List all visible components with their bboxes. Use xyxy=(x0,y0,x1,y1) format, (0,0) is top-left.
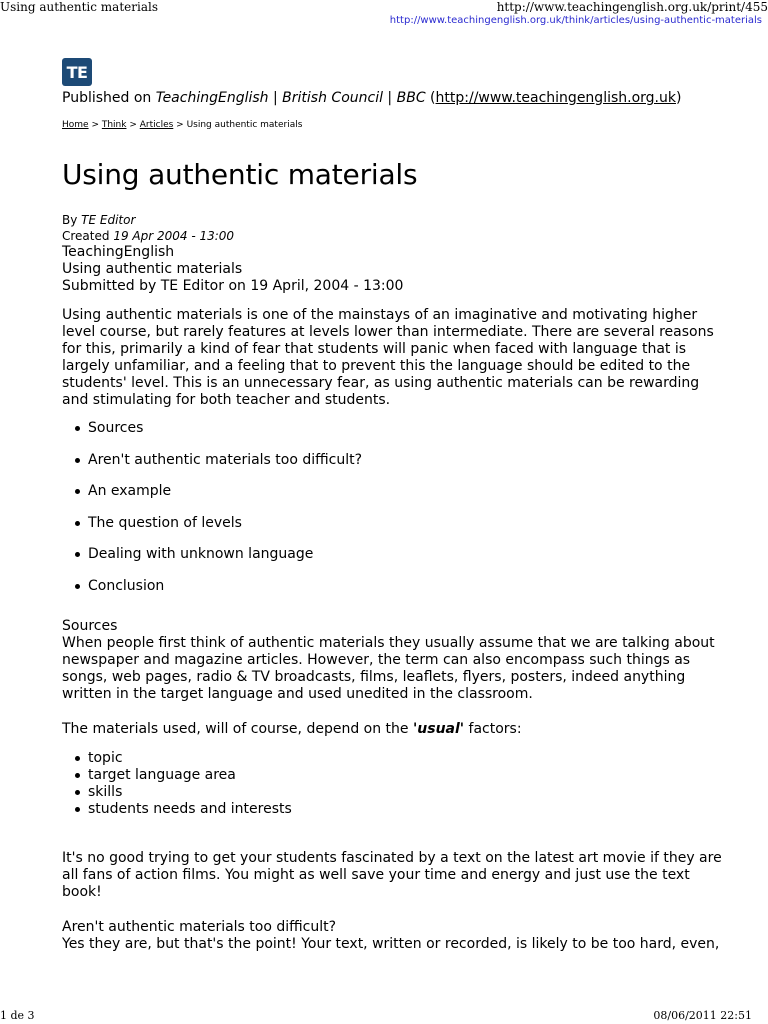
te-logo: TE xyxy=(62,58,92,86)
page-title: Using authentic materials xyxy=(62,158,418,191)
breadcrumb xyxy=(62,120,722,131)
factors-emphasis: 'usual' xyxy=(412,720,465,737)
factors-prefix: The materials used, will of course, depend on the xyxy=(62,720,413,737)
toc-item[interactable]: Dealing with unknown language xyxy=(88,546,722,563)
breadcrumb-sep: > xyxy=(88,120,102,130)
difficult-heading: Aren't authentic materials too difficult? xyxy=(62,918,337,935)
factors-intro xyxy=(62,721,722,738)
meta-author-line xyxy=(62,212,722,228)
article-url[interactable]: http://www.teachingenglish.org.uk/think/articles/using-authentic-materials xyxy=(389,15,762,26)
breadcrumb-think[interactable]: Think xyxy=(101,120,127,130)
published-org1: British Council xyxy=(282,90,383,106)
breadcrumb-home[interactable]: Home xyxy=(62,120,89,130)
sources-closing: It's no good trying to get your students fascinated by a text on the latest art movie if they are all fans of action films. You might as well save your time and energy and just use the text book! xyxy=(62,849,722,900)
print-header-url: http://www.teachingenglish.org.uk/print/455 xyxy=(496,0,768,14)
published-paren: ( xyxy=(425,90,436,106)
by-label: By xyxy=(62,213,82,227)
breadcrumb-current: Using authentic materials xyxy=(186,120,303,130)
factor-item: students needs and interests xyxy=(88,801,722,818)
table-of-contents xyxy=(62,420,722,595)
toc-item[interactable]: The question of levels xyxy=(88,515,722,532)
published-line xyxy=(62,90,722,107)
sources-paragraph: When people first think of authentic materials they usually assume that we are talking about newspaper and magazine articles. However, the term can also encompass such things as songs, web pages, radio & TV broadcasts, films, leaflets, flyers, posters, indeed anything written in the target language and used unedited in the classroom. xyxy=(62,634,715,702)
print-datetime: 08/06/2011 22:51 xyxy=(653,1009,752,1022)
intro-line: Submitted by TE Editor on 19 April, 2004 - 13:00 xyxy=(62,278,404,294)
breadcrumb-articles[interactable]: Articles xyxy=(139,120,174,130)
meta-author: TE Editor xyxy=(81,213,136,227)
factor-item: topic xyxy=(88,750,722,767)
toc-item[interactable]: Sources xyxy=(88,420,722,437)
page-number: 1 de 3 xyxy=(0,1009,35,1022)
published-link[interactable]: http://www.teachingenglish.org.uk xyxy=(435,90,676,106)
toc-item[interactable]: Conclusion xyxy=(88,578,722,595)
published-site: TeachingEnglish xyxy=(155,90,269,106)
published-paren: ) xyxy=(675,90,682,106)
intro-line: Using authentic materials xyxy=(62,261,243,277)
published-sep: | xyxy=(382,90,397,106)
toc-item[interactable]: Aren't authentic materials too difficult? xyxy=(88,452,722,469)
breadcrumb-sep: > xyxy=(173,120,187,130)
article-meta xyxy=(62,212,722,244)
article-content xyxy=(62,58,722,953)
sources-heading: Sources xyxy=(62,617,118,634)
factors-list xyxy=(62,750,722,818)
published-org2: BBC xyxy=(396,90,426,106)
intro-line: TeachingEnglish xyxy=(62,244,175,260)
meta-created: 19 Apr 2004 - 13:00 xyxy=(113,229,235,243)
published-prefix: Published on xyxy=(62,90,156,106)
print-header-title: Using authentic materials xyxy=(0,0,158,14)
published-sep: | xyxy=(268,90,283,106)
factors-suffix: factors: xyxy=(464,720,522,737)
factor-item: skills xyxy=(88,784,722,801)
breadcrumb-sep: > xyxy=(126,120,140,130)
intro-paragraph: Using authentic materials is one of the mainstays of an imaginative and motivating higher level course, but rarely features at levels lower than intermediate. There are several reasons for this, primarily a kind of fear that students will panic when faced with language that is largely unfamiliar, and a feeling that to prevent this the language should be edited to the students' level. This is an unnecessary fear, as using authentic materials can be rewarding and stimulating for both teacher and students. xyxy=(62,307,714,408)
factor-item: target language area xyxy=(88,767,722,784)
difficult-paragraph: Yes they are, but that's the point! Your text, written or recorded, is likely to be too hard, even, xyxy=(62,935,720,952)
meta-created-line xyxy=(62,228,722,244)
toc-item[interactable]: An example xyxy=(88,483,722,500)
created-label: Created xyxy=(62,229,114,243)
article-body xyxy=(62,244,722,953)
